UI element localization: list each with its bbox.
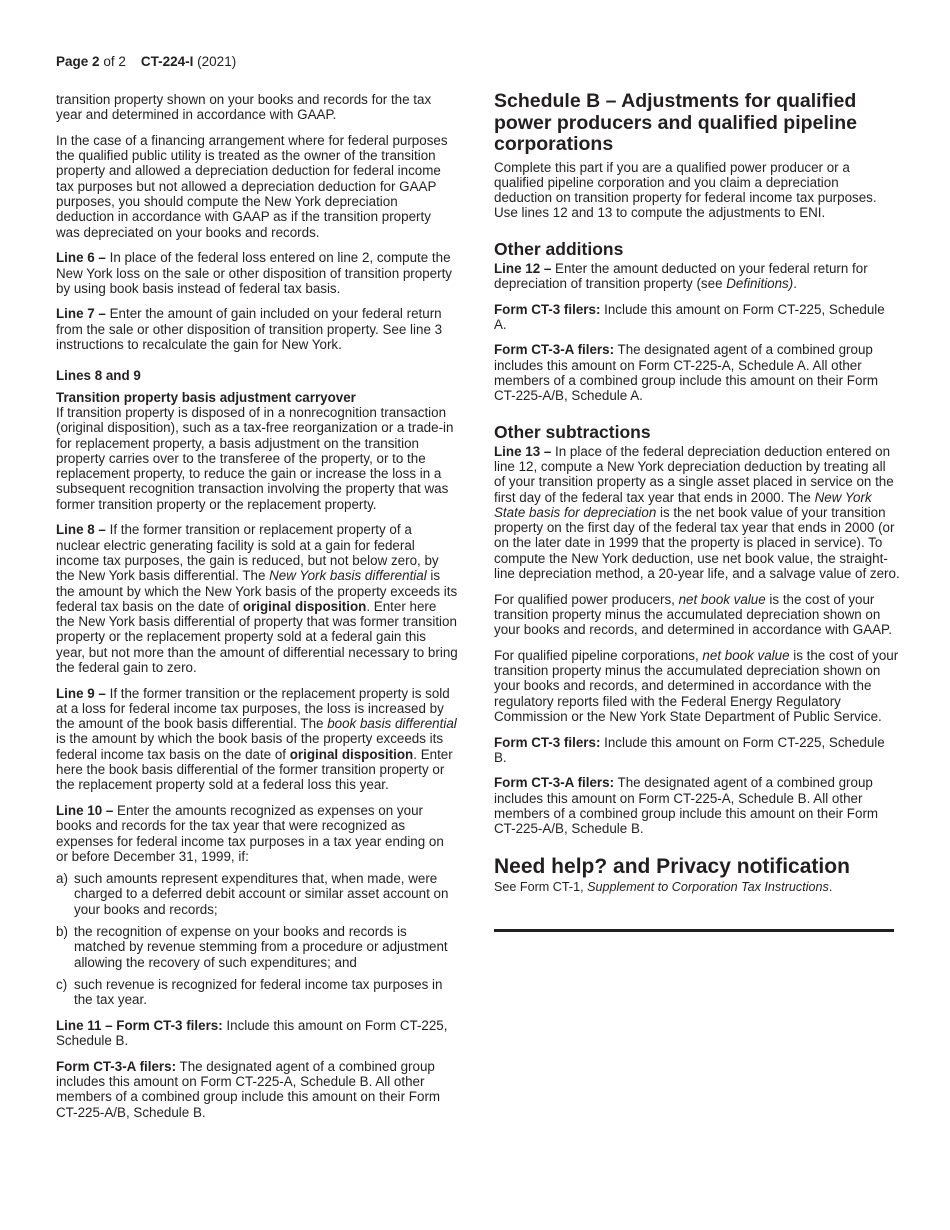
power-producers-paragraph: For qualified power producers, net book value is the cost of your transition property minus the accumulated depreciation shown on your books and records, and determined in accordance with GAAP. bbox=[494, 591, 892, 638]
subtractions-ct3a-instruction: Form CT-3-A filers: The designated agent of a combined group includes this amount on Form CT-225-A, Schedule B. All other members of a combined group include this amount on their Form CT-225-A/B, Schedule B. bbox=[494, 775, 879, 837]
help-heading: Need help? and Privacy notification bbox=[494, 854, 850, 878]
line-6-instruction: Line 6 – In place of the federal loss entered on line 2, compute the New York loss on the sale or other disposition of transition property by using book basis instead of federal tax basis. bbox=[56, 250, 452, 296]
line-9-label: Line 9 – bbox=[56, 685, 106, 701]
pipeline-paragraph: For qualified pipeline corporations, net book value is the cost of your transition property minus the accumulated depreciation shown on your books and records, and determined in accordance with the regulatory reports filed with the Federal Energy Regulatory Commission or the New York State Department of Public Service. bbox=[494, 647, 899, 724]
line-9-instruction: Line 9 – If the former transition or the replacement property is sold at a loss for federal income tax purposes, the loss is increased by the amount of the book basis differential. The book basis differential is the amount by which the book basis of the property exceeds its federal income tax basis on the date of original disposition. Enter here the book basis differential of the former transition property or the replacement property sold at a federal loss this year. bbox=[56, 685, 457, 793]
lines-8-9-heading: Lines 8 and 9 bbox=[56, 368, 141, 384]
line-13-label: Line 13 – bbox=[494, 443, 552, 459]
page-of: of 2 bbox=[103, 54, 126, 69]
carryover-heading: Transition property basis adjustment carryover bbox=[56, 389, 356, 405]
form-id: CT-224-I bbox=[140, 54, 194, 69]
continued-paragraph: transition property shown on your books and records for the tax year and determined in accordance with GAAP. bbox=[56, 92, 432, 123]
page-header bbox=[56, 54, 236, 70]
ct3a-label: Form CT-3-A filers: bbox=[56, 1058, 177, 1074]
list-item: b) the recognition of expense on your books and records is matched by revenue stemming from a procedure or adjustment allowing the recovery of such expenditures; and bbox=[56, 924, 448, 970]
line-11-instruction: Line 11 – Form CT-3 filers: Include this amount on Form CT-225, Schedule B. bbox=[56, 1017, 448, 1049]
right-column bbox=[494, 91, 900, 932]
line-13-instruction: Line 13 – In place of the federal depreciation deduction entered on line 12, compute a New York depreciation deduction by treating all of your transition property as a single asset placed in service on the first day of the federal tax year that ends in 2000. The New York State basis for depreciation is the net book value of your transition property on the first day of the federal tax year that ends in 2000 (or on the later date in 1999 that the property is placed in service). To compute the New York deduction, use net book value, the straight-line depreciation method, a 20-year life, and a salvage value of zero. bbox=[494, 443, 900, 582]
additions-ct3a-instruction: Form CT-3-A filers: The designated agent of a combined group includes this amount on Form CT-225-A, Schedule A. All other members of a combined group include this amount on their Form CT-225-A/B, Schedule A. bbox=[494, 342, 879, 404]
line-7-instruction: Line 7 – Enter the amount of gain included on your federal return from the sale or other disposition of transition property. See line 3 instructions to recalculate the gain for New York. bbox=[56, 306, 443, 353]
left-column bbox=[56, 92, 458, 1130]
line-10-instruction: Line 10 – Enter the amounts recognized as expenses on your books and records for the tax year that were recognized as expenses for federal income tax purposes in a tax year ending on or before December 31, 1999, if: bbox=[56, 802, 444, 864]
form-year: (2021) bbox=[197, 54, 237, 69]
line-7-label: Line 7 – bbox=[56, 306, 106, 322]
subtractions-ct3-instruction: Form CT-3 filers: Include this amount on Form CT-225, Schedule B. bbox=[494, 734, 885, 765]
bottom-rule bbox=[494, 929, 894, 932]
page-number: 2 bbox=[92, 54, 100, 69]
additions-ct3-instruction: Form CT-3 filers: Include this amount on Form CT-225, Schedule A. bbox=[494, 301, 885, 332]
ny-basis-differential-term: New York basis differential bbox=[269, 568, 427, 584]
list-item: a) such amounts represent expenditures that, when made, were charged to a deferred debit account or similar asset account on your books and records; bbox=[56, 871, 449, 917]
ct3a-instruction: Form CT-3-A filers: The designated agent of a combined group includes this amount on Form CT-225-A, Schedule B. All other members of a combined group include this amount on their Form CT-225-A/B, Schedule B. bbox=[56, 1058, 441, 1120]
line-8-label: Line 8 – bbox=[56, 522, 106, 538]
line-12-label: Line 12 – bbox=[494, 260, 552, 276]
other-subtractions-heading: Other subtractions bbox=[494, 421, 651, 442]
carryover-paragraph: If transition property is disposed of in a nonrecognition transaction (original disposition), such as a tax-free reorganization or a trade-in for replacement property, a basis adjustment on the transition property carries over to the transferee of the property, or to the replacement property, to reduce the gain or increase the loss in a subsequent recognition transaction involving the property that was former transition property or the replacement property. bbox=[56, 404, 454, 512]
book-basis-differential-term: book basis differential bbox=[327, 716, 457, 732]
financing-paragraph: In the case of a financing arrangement where for federal purposes the qualified public utility is treated as the owner of the transition property and allowed a depreciation deduction for federal income tax purposes but not allowed a depreciation deduction for GAAP purposes, you should compute the New York depreciation deduction in accordance with GAAP as if the transition property was depreciated on your books and records. bbox=[56, 132, 448, 240]
line-10-label: Line 10 – bbox=[56, 802, 114, 818]
schedule-b-intro: Complete this part if you are a qualified power producer or a qualified pipeline corporation and you claim a depreciation deduction on transition property for federal income tax purposes. Use lines 12 and 13 to compute the adjustments to ENI. bbox=[494, 159, 877, 221]
schedule-b-title: Schedule B – Adjustments for qualified power producers and qualified pipeline corporations bbox=[494, 90, 857, 155]
list-item: c) such revenue is recognized for federal income tax purposes in the tax year. bbox=[56, 976, 443, 1008]
line-12-instruction: Line 12 – Enter the amount deducted on your federal return for depreciation of transition property (see Definitions). bbox=[494, 260, 868, 291]
line-8-instruction: Line 8 – If the former transition or replacement property of a nuclear electric generating facility is sold at a gain for federal income tax purposes, the gain is reduced, but not below zero, by the New York basis differential. The New York basis differential is the amount by which the New York basis of the property exceeds its federal tax basis on the date of original disposition. Enter here the New York basis differential of property that was former transition property or the replacement property sold at a federal gain this year, but not more than the amount of differential necessary to bring the federal gain to zero. bbox=[56, 522, 458, 675]
page-label: Page bbox=[56, 54, 89, 69]
help-text: See Form CT-1, Supplement to Corporation Tax Instructions. bbox=[494, 879, 833, 894]
line-11-label: Line 11 – Form CT-3 filers: bbox=[56, 1017, 223, 1033]
line-6-label: Line 6 – bbox=[56, 250, 106, 266]
other-additions-heading: Other additions bbox=[494, 238, 624, 259]
